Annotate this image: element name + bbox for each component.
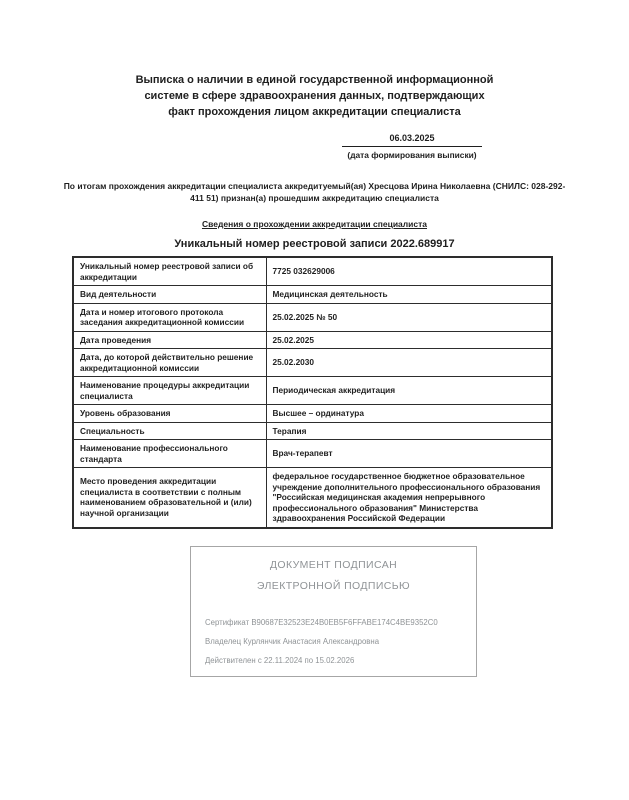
row-value-cell: Врач-терапевт <box>266 440 552 468</box>
accreditation-details-table <box>72 256 553 529</box>
formation-date-block <box>342 133 482 160</box>
row-label-cell: Уровень образования <box>73 405 266 423</box>
row-value-cell: федеральное государственное бюджетное образовательное учреждение дополнительного профессионального образования "Российская медицинская академия непрерывного профессионального образования" Министерства здравоохранения Российской Федерации <box>266 468 552 528</box>
row-label-cell: Уникальный номер реестровой записи об аккредитации <box>73 257 266 286</box>
table-row <box>73 422 552 440</box>
signature-owner: Владелец Курлянчик Анастасия Александровна <box>205 636 380 646</box>
row-value-cell: 7725 032629006 <box>266 257 552 286</box>
table-row <box>73 331 552 349</box>
row-value-cell: Терапия <box>266 422 552 440</box>
row-value-cell: Медицинская деятельность <box>266 286 552 304</box>
signature-validity: Действителен с 22.11.2024 по 15.02.2026 <box>205 655 355 665</box>
row-label-cell: Наименование профессионального стандарта <box>73 440 266 468</box>
row-value-cell: 25.02.2025 № 50 <box>266 303 552 331</box>
row-label-cell: Место проведения аккредитации специалиста в соответствии с полным наименованием образовательной и (или) научной организации <box>73 468 266 528</box>
table-row <box>73 349 552 377</box>
table-row <box>73 286 552 304</box>
formation-date-caption: (дата формирования выписки) <box>347 150 477 160</box>
table-row <box>73 468 552 528</box>
row-label-cell: Дата и номер итогового протокола заседания аккредитационной комиссии <box>73 303 266 331</box>
signature-details <box>205 613 462 670</box>
row-value-cell: Высшее – ординатура <box>266 405 552 423</box>
electronic-signature-stamp <box>190 546 477 677</box>
table-row <box>73 405 552 423</box>
table-row <box>73 303 552 331</box>
intro-paragraph: По итогам прохождения аккредитации специалиста аккредитуемый(ая) Хресцова Ирина Николаевна (СНИЛС: 028-292-411 51) признан(а) прошедшим аккредитацию специалиста <box>63 181 566 203</box>
table-row <box>73 257 552 286</box>
table-row <box>73 377 552 405</box>
row-value-cell: 25.02.2025 <box>266 331 552 349</box>
table-row <box>73 440 552 468</box>
row-label-cell: Дата, до которой действительно решение аккредитационной комиссии <box>73 349 266 377</box>
row-value-cell: 25.02.2030 <box>266 349 552 377</box>
signature-heading-line1: ДОКУМЕНТ ПОДПИСАН <box>269 558 398 571</box>
section-heading: Сведения о прохождении аккредитации специалиста <box>201 219 428 229</box>
row-value-cell: Периодическая аккредитация <box>266 377 552 405</box>
signature-heading-line2: ЭЛЕКТРОННОЙ ПОДПИСЬЮ <box>256 579 411 592</box>
row-label-cell: Дата проведения <box>73 331 266 349</box>
row-label-cell: Вид деятельности <box>73 286 266 304</box>
row-label-cell: Наименование процедуры аккредитации специалиста <box>73 377 266 405</box>
formation-date: 06.03.2025 <box>342 133 482 147</box>
page-title: Выписка о наличии в единой государственной информационной системе в сфере здравоохранения данных, подтверждающих факт прохождения лицом аккредитации специалиста <box>135 74 494 118</box>
registry-number-heading: Уникальный номер реестровой записи 2022.689917 <box>174 238 455 250</box>
signature-certificate: Сертификат B90687E32523E24B0EB5F6FFABE174C4BE9352C0 <box>205 617 438 627</box>
row-label-cell: Специальность <box>73 422 266 440</box>
